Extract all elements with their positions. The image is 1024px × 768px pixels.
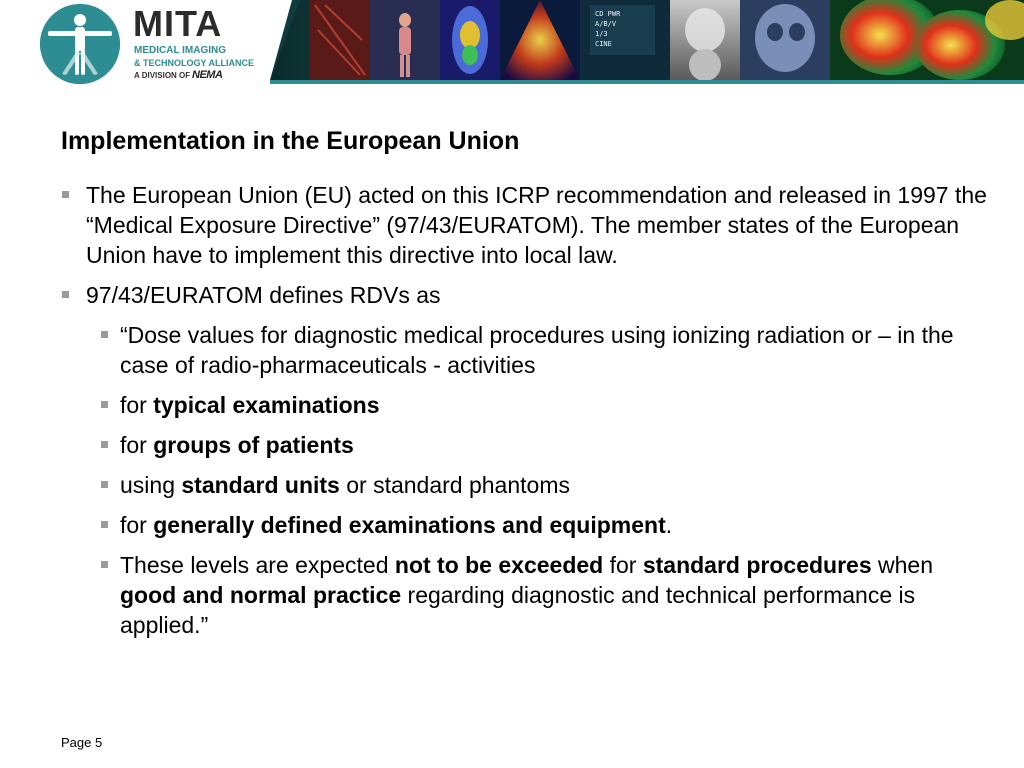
bullet-text: The European Union (EU) acted on this ICRP recommendation and released in 1997 the “Medical Exposure Directive” (97/43/EURATOM). The member states of the European Union have to implement this directive into local law. xyxy=(86,182,987,268)
logo-subtitle-1: MEDICAL IMAGING xyxy=(134,45,227,56)
svg-text:A/B/V: A/B/V xyxy=(595,20,617,28)
bullet-square-icon xyxy=(101,481,108,488)
slide-title: Implementation in the European Union xyxy=(61,127,520,155)
division-brand-logo: NEMA xyxy=(192,69,223,81)
division-label: A DIVISION OF xyxy=(134,71,191,80)
sub-bullet-text: “Dose values for diagnostic medical procedures using ionizing radiation or – in the case of radio-pharmaceuticals - activities xyxy=(120,322,954,378)
sub-bullet-item xyxy=(61,510,991,540)
text-run: for xyxy=(120,512,154,538)
bold-run: not to be exceeded xyxy=(394,552,604,578)
svg-text:1/3: 1/3 xyxy=(595,30,608,38)
bullet-square-icon xyxy=(101,401,108,408)
text-run: for xyxy=(603,552,643,578)
bullet-square-icon xyxy=(101,561,108,568)
svg-text:CD PWR: CD PWR xyxy=(595,10,621,18)
bullet-square-icon xyxy=(62,291,69,298)
sub-bullet-item xyxy=(61,390,991,420)
bullet-text: 97/43/EURATOM defines RDVs as xyxy=(86,282,441,308)
bold-run: standard units xyxy=(181,472,340,498)
bullet-square-icon xyxy=(101,441,108,448)
text-run: for xyxy=(120,392,154,418)
sub-bullet-item xyxy=(61,470,991,500)
bold-run: groups of patients xyxy=(153,432,354,458)
text-run: or standard phantoms xyxy=(339,472,570,498)
bullet-list xyxy=(61,180,991,650)
bullet-square-icon xyxy=(101,331,108,338)
bullet-item xyxy=(61,180,991,270)
bullet-item xyxy=(61,280,991,310)
logo-wordmark: MITA xyxy=(133,3,223,44)
bullet-square-icon xyxy=(62,191,69,198)
text-run: These levels are expected xyxy=(120,552,395,578)
bold-run: typical examinations xyxy=(153,392,380,418)
header-divider xyxy=(270,80,1024,84)
page-number: Page 5 xyxy=(61,735,103,750)
sub-bullet-item xyxy=(61,430,991,460)
text-run: regarding diagnostic and technical performance is applied.” xyxy=(120,582,916,638)
bullet-square-icon xyxy=(101,521,108,528)
text-run: when xyxy=(871,552,934,578)
bold-run: standard procedures xyxy=(642,552,872,578)
sub-bullet-item xyxy=(61,550,991,640)
medical-imaging-banner xyxy=(270,0,1024,80)
text-run: using xyxy=(120,472,182,498)
sub-bullet-item xyxy=(61,320,991,380)
slide-header xyxy=(0,0,1024,88)
bold-run: good and normal practice xyxy=(120,582,402,608)
logo-subtitle-2: & TECHNOLOGY ALLIANCE xyxy=(134,58,255,68)
text-run: for xyxy=(120,432,154,458)
svg-text:CINE: CINE xyxy=(595,40,612,48)
mita-logo-icon xyxy=(40,4,120,84)
text-run: . xyxy=(665,512,673,538)
bold-run: generally defined examinations and equipment xyxy=(153,512,666,538)
